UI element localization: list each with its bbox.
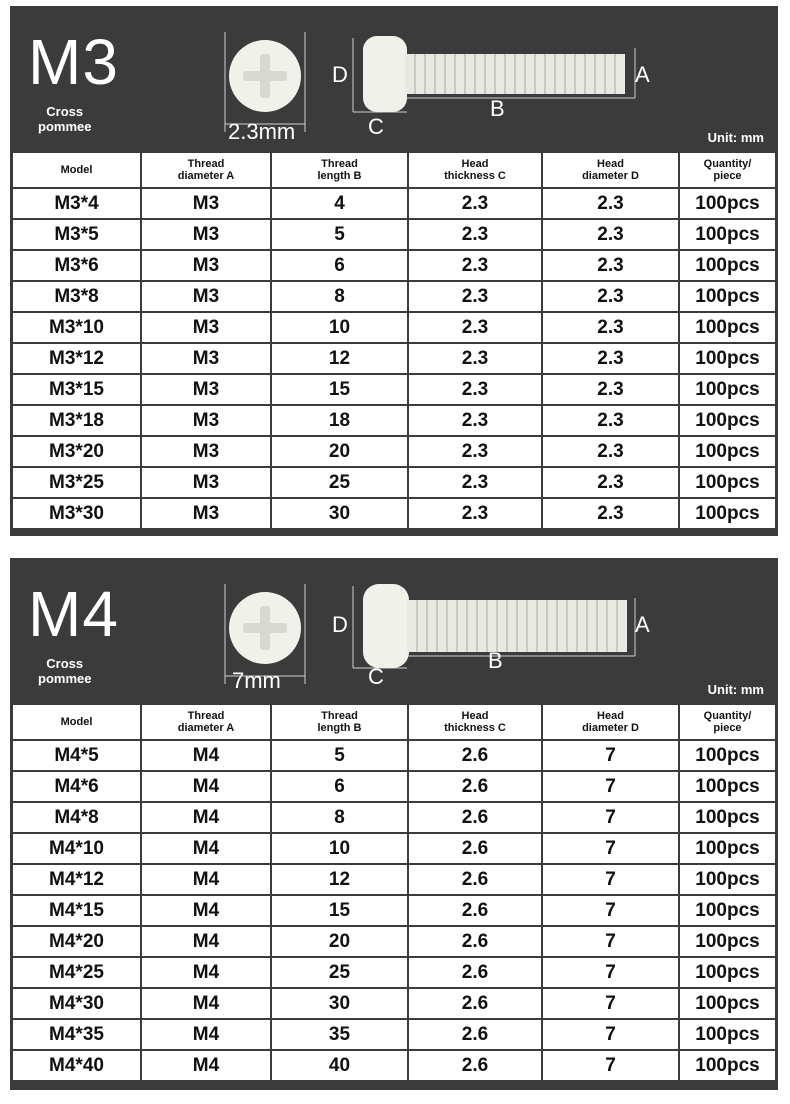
cell-thread-length: 6 <box>271 771 408 802</box>
cell-thread-length: 4 <box>271 188 408 219</box>
cell-head-diameter: 2.3 <box>542 219 679 250</box>
cell-thread-diameter: M4 <box>141 802 271 833</box>
head-type-text: Cross pommee <box>38 104 92 134</box>
table-row <box>13 988 775 1019</box>
cell-head-thickness: 2.6 <box>408 802 542 833</box>
cell-head-diameter: 7 <box>542 833 679 864</box>
cell-model: M3*18 <box>13 405 141 436</box>
cell-thread-diameter: M3 <box>141 436 271 467</box>
table-row <box>13 740 775 771</box>
table-row <box>13 833 775 864</box>
cell-head-diameter: 7 <box>542 926 679 957</box>
cell-thread-length: 12 <box>271 343 408 374</box>
cell-model: M3*30 <box>13 498 141 529</box>
table-row <box>13 405 775 436</box>
cell-model: M3*5 <box>13 219 141 250</box>
cell-quantity: 100pcs <box>679 312 775 343</box>
table-row <box>13 343 775 374</box>
cell-quantity: 100pcs <box>679 1019 775 1050</box>
cell-head-thickness: 2.6 <box>408 740 542 771</box>
spec-panel-m3 <box>10 6 778 536</box>
col-header-thread-length: Thread length B <box>271 153 408 188</box>
cell-model: M3*4 <box>13 188 141 219</box>
cell-thread-length: 20 <box>271 926 408 957</box>
cell-quantity: 100pcs <box>679 281 775 312</box>
table-row <box>13 467 775 498</box>
cell-quantity: 100pcs <box>679 436 775 467</box>
cell-quantity: 100pcs <box>679 802 775 833</box>
dim-d-label: D <box>332 612 348 637</box>
cell-quantity: 100pcs <box>679 895 775 926</box>
table-row <box>13 374 775 405</box>
cell-head-diameter: 2.3 <box>542 436 679 467</box>
spec-panel-m4 <box>10 558 778 1090</box>
cell-head-diameter: 7 <box>542 1019 679 1050</box>
cell-quantity: 100pcs <box>679 864 775 895</box>
col-header-head-diameter: Head diameter D <box>542 153 679 188</box>
cell-head-thickness: 2.6 <box>408 833 542 864</box>
cell-head-diameter: 2.3 <box>542 188 679 219</box>
cell-thread-diameter: M4 <box>141 895 271 926</box>
cell-quantity: 100pcs <box>679 188 775 219</box>
cell-quantity: 100pcs <box>679 405 775 436</box>
cell-thread-diameter: M4 <box>141 833 271 864</box>
cell-head-diameter: 2.3 <box>542 498 679 529</box>
cell-head-thickness: 2.6 <box>408 864 542 895</box>
dim-c-label: C <box>368 114 384 139</box>
head-type-label <box>38 104 91 134</box>
cell-head-thickness: 2.6 <box>408 1050 542 1081</box>
cell-thread-length: 15 <box>271 374 408 405</box>
cell-model: M4*25 <box>13 957 141 988</box>
cell-thread-length: 6 <box>271 250 408 281</box>
head-size-label: 7mm <box>232 668 281 693</box>
spec-table <box>13 705 775 1082</box>
cell-thread-diameter: M4 <box>141 926 271 957</box>
col-header-model: Model <box>13 705 141 740</box>
cell-model: M3*12 <box>13 343 141 374</box>
cell-quantity: 100pcs <box>679 498 775 529</box>
cell-head-diameter: 7 <box>542 864 679 895</box>
cell-thread-length: 25 <box>271 467 408 498</box>
cell-model: M3*10 <box>13 312 141 343</box>
cell-head-thickness: 2.6 <box>408 957 542 988</box>
cell-thread-length: 18 <box>271 405 408 436</box>
col-header-thread-length: Thread length B <box>271 705 408 740</box>
cell-model: M4*12 <box>13 864 141 895</box>
dim-b-label: B <box>490 96 505 121</box>
cell-quantity: 100pcs <box>679 833 775 864</box>
table-row <box>13 312 775 343</box>
cell-model: M4*6 <box>13 771 141 802</box>
size-title: M3 <box>28 26 119 98</box>
cell-thread-diameter: M3 <box>141 343 271 374</box>
dim-a-label: A <box>635 612 650 637</box>
cell-model: M4*15 <box>13 895 141 926</box>
unit-label: Unit: mm <box>707 682 764 697</box>
cell-thread-diameter: M3 <box>141 467 271 498</box>
table-row <box>13 864 775 895</box>
cell-head-diameter: 7 <box>542 802 679 833</box>
cell-head-thickness: 2.3 <box>408 188 542 219</box>
cell-head-thickness: 2.3 <box>408 405 542 436</box>
cell-head-diameter: 7 <box>542 988 679 1019</box>
cell-head-diameter: 2.3 <box>542 312 679 343</box>
cell-model: M3*6 <box>13 250 141 281</box>
cell-head-diameter: 2.3 <box>542 281 679 312</box>
cell-quantity: 100pcs <box>679 343 775 374</box>
cell-head-diameter: 2.3 <box>542 343 679 374</box>
cell-head-diameter: 7 <box>542 740 679 771</box>
cell-quantity: 100pcs <box>679 374 775 405</box>
cell-thread-length: 8 <box>271 281 408 312</box>
cell-quantity: 100pcs <box>679 250 775 281</box>
cell-quantity: 100pcs <box>679 467 775 498</box>
table-row <box>13 957 775 988</box>
cell-thread-diameter: M3 <box>141 498 271 529</box>
col-header-thread-diameter: Thread diameter A <box>141 705 271 740</box>
cell-head-diameter: 7 <box>542 895 679 926</box>
cell-head-diameter: 2.3 <box>542 405 679 436</box>
cell-thread-length: 8 <box>271 802 408 833</box>
dim-d-label: D <box>332 62 348 87</box>
cell-thread-diameter: M4 <box>141 1019 271 1050</box>
head-type-text: Cross pommee <box>38 656 92 686</box>
cell-thread-diameter: M3 <box>141 219 271 250</box>
cell-model: M3*15 <box>13 374 141 405</box>
cell-thread-length: 30 <box>271 498 408 529</box>
col-header-head-thickness: Head thickness C <box>408 153 542 188</box>
cell-head-thickness: 2.3 <box>408 467 542 498</box>
cell-head-diameter: 7 <box>542 1050 679 1081</box>
cell-thread-length: 15 <box>271 895 408 926</box>
head-type-label <box>38 656 91 686</box>
table-row <box>13 436 775 467</box>
cell-thread-diameter: M4 <box>141 1050 271 1081</box>
table-row <box>13 802 775 833</box>
cell-model: M4*20 <box>13 926 141 957</box>
dim-c-label: C <box>368 664 384 689</box>
cell-thread-length: 20 <box>271 436 408 467</box>
table-row <box>13 498 775 529</box>
cell-model: M4*35 <box>13 1019 141 1050</box>
cell-model: M3*20 <box>13 436 141 467</box>
table-row <box>13 188 775 219</box>
cell-thread-diameter: M4 <box>141 988 271 1019</box>
cell-head-thickness: 2.3 <box>408 312 542 343</box>
cell-model: M4*10 <box>13 833 141 864</box>
cell-head-thickness: 2.3 <box>408 219 542 250</box>
cell-model: M4*30 <box>13 988 141 1019</box>
cell-thread-diameter: M3 <box>141 374 271 405</box>
cell-head-thickness: 2.3 <box>408 343 542 374</box>
cell-quantity: 100pcs <box>679 219 775 250</box>
col-header-thread-diameter: Thread diameter A <box>141 153 271 188</box>
panel-header <box>10 558 778 706</box>
cell-quantity: 100pcs <box>679 957 775 988</box>
spec-table <box>13 153 775 530</box>
cell-model: M4*40 <box>13 1050 141 1081</box>
cell-quantity: 100pcs <box>679 771 775 802</box>
cell-thread-diameter: M4 <box>141 864 271 895</box>
col-header-quantity: Quantity/ piece <box>679 705 775 740</box>
cell-thread-diameter: M3 <box>141 281 271 312</box>
col-header-head-thickness: Head thickness C <box>408 705 542 740</box>
cell-thread-length: 40 <box>271 1050 408 1081</box>
table-row <box>13 1050 775 1081</box>
cell-head-diameter: 7 <box>542 771 679 802</box>
col-header-model: Model <box>13 153 141 188</box>
head-size-label: 2.3mm <box>228 119 296 144</box>
cell-thread-length: 10 <box>271 312 408 343</box>
cell-thread-length: 25 <box>271 957 408 988</box>
cell-model: M3*25 <box>13 467 141 498</box>
table-header-row <box>13 705 775 740</box>
table-row <box>13 281 775 312</box>
cell-quantity: 100pcs <box>679 926 775 957</box>
table-row <box>13 219 775 250</box>
cell-head-thickness: 2.3 <box>408 498 542 529</box>
cell-thread-diameter: M3 <box>141 188 271 219</box>
cell-head-thickness: 2.3 <box>408 281 542 312</box>
cell-thread-diameter: M4 <box>141 740 271 771</box>
cell-model: M4*8 <box>13 802 141 833</box>
table-row <box>13 771 775 802</box>
cell-thread-length: 35 <box>271 1019 408 1050</box>
cell-thread-diameter: M3 <box>141 312 271 343</box>
cell-head-diameter: 2.3 <box>542 467 679 498</box>
cell-thread-length: 5 <box>271 740 408 771</box>
cell-thread-length: 12 <box>271 864 408 895</box>
unit-label: Unit: mm <box>707 130 764 145</box>
table-row <box>13 895 775 926</box>
panel-header <box>10 6 778 154</box>
table-row <box>13 250 775 281</box>
cell-quantity: 100pcs <box>679 988 775 1019</box>
cell-thread-diameter: M3 <box>141 250 271 281</box>
cell-head-thickness: 2.6 <box>408 988 542 1019</box>
cell-thread-diameter: M4 <box>141 957 271 988</box>
cell-head-diameter: 2.3 <box>542 374 679 405</box>
cell-head-diameter: 7 <box>542 957 679 988</box>
dim-a-label: A <box>635 62 650 87</box>
size-title: M4 <box>28 578 119 650</box>
table-row <box>13 1019 775 1050</box>
cell-thread-diameter: M4 <box>141 771 271 802</box>
cell-thread-length: 10 <box>271 833 408 864</box>
dim-b-label: B <box>488 648 503 673</box>
cell-head-thickness: 2.6 <box>408 926 542 957</box>
cell-head-thickness: 2.3 <box>408 250 542 281</box>
cell-head-thickness: 2.6 <box>408 771 542 802</box>
table-row <box>13 926 775 957</box>
cell-head-thickness: 2.6 <box>408 1019 542 1050</box>
cell-thread-length: 30 <box>271 988 408 1019</box>
cell-head-thickness: 2.3 <box>408 436 542 467</box>
cell-quantity: 100pcs <box>679 740 775 771</box>
cell-model: M3*8 <box>13 281 141 312</box>
cell-head-thickness: 2.6 <box>408 895 542 926</box>
col-header-quantity: Quantity/ piece <box>679 153 775 188</box>
col-header-head-diameter: Head diameter D <box>542 705 679 740</box>
cell-quantity: 100pcs <box>679 1050 775 1081</box>
table-header-row <box>13 153 775 188</box>
cell-thread-length: 5 <box>271 219 408 250</box>
cell-head-diameter: 2.3 <box>542 250 679 281</box>
cell-model: M4*5 <box>13 740 141 771</box>
cell-thread-diameter: M3 <box>141 405 271 436</box>
cell-head-thickness: 2.3 <box>408 374 542 405</box>
